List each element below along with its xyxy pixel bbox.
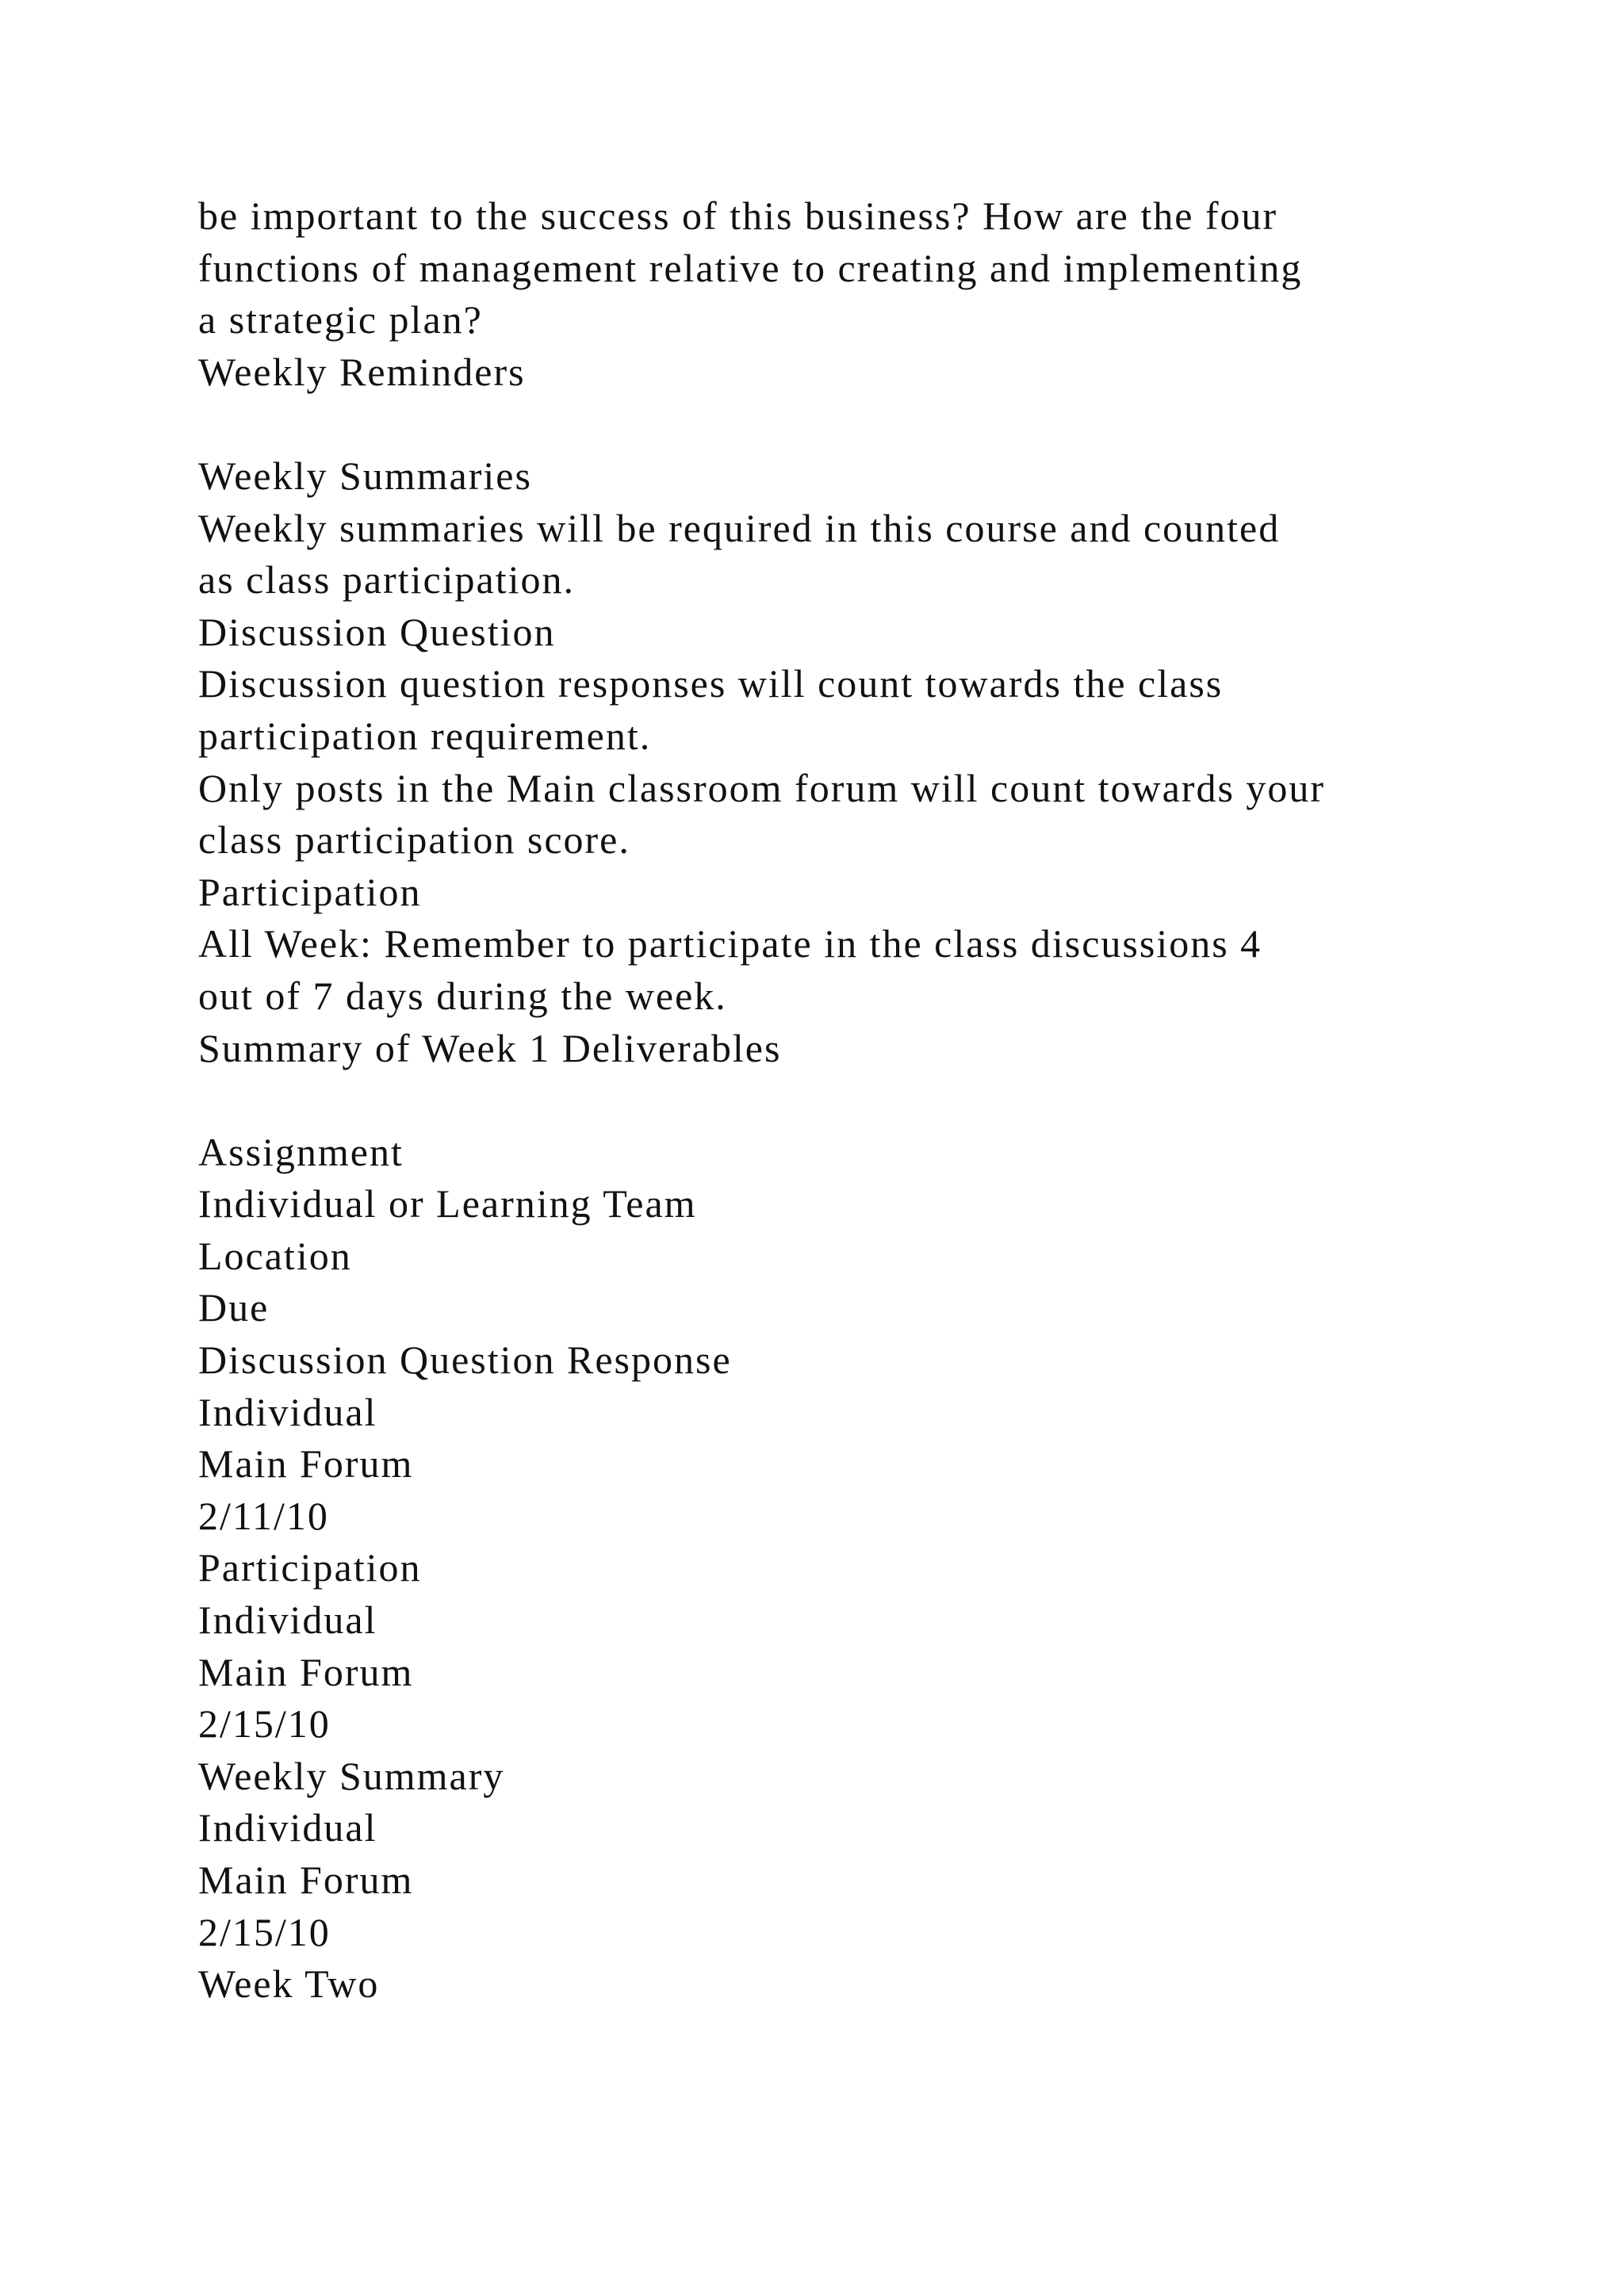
table-cell: 2/15/10 bbox=[198, 1701, 331, 1747]
heading-weekly-reminders: Weekly Reminders bbox=[198, 349, 526, 394]
table-cell: Individual bbox=[198, 1805, 377, 1850]
text-line: out of 7 days during the week. bbox=[198, 973, 727, 1018]
table-cell: Individual bbox=[198, 1389, 377, 1434]
table-cell: 2/15/10 bbox=[198, 1909, 331, 1954]
table-cell: Individual bbox=[198, 1598, 377, 1643]
text-line: class participation score. bbox=[198, 817, 630, 863]
table-cell: Main Forum bbox=[198, 1649, 414, 1694]
text-line: a strategic plan? bbox=[198, 297, 483, 342]
heading-week-two: Week Two bbox=[198, 1961, 380, 2007]
text-line: as class participation. bbox=[198, 557, 576, 603]
text-line: participation requirement. bbox=[198, 713, 652, 758]
table-cell: Discussion Question Response bbox=[198, 1337, 732, 1383]
text-line: be important to the success of this business? How are the four bbox=[198, 193, 1278, 238]
blank-line bbox=[198, 1074, 1467, 1127]
heading-participation: Participation bbox=[198, 869, 422, 914]
text-line: All Week: Remember to participate in the class discussions 4 bbox=[198, 921, 1262, 966]
table-cell: Main Forum bbox=[198, 1441, 414, 1487]
table-header-location: Location bbox=[198, 1233, 352, 1278]
heading-discussion-question: Discussion Question bbox=[198, 609, 556, 654]
table-cell: Weekly Summary bbox=[198, 1753, 505, 1798]
text-line: Discussion question responses will count towards the class bbox=[198, 661, 1224, 706]
document-page bbox=[198, 190, 1467, 2011]
blank-line bbox=[198, 398, 1467, 450]
text-line: functions of management relative to creating and implementing bbox=[198, 245, 1303, 290]
heading-weekly-summaries: Weekly Summaries bbox=[198, 453, 532, 498]
table-header-due: Due bbox=[198, 1285, 270, 1330]
table-cell: Participation bbox=[198, 1545, 422, 1590]
table-cell: Main Forum bbox=[198, 1858, 414, 1902]
table-header-assignment: Assignment bbox=[198, 1129, 404, 1174]
text-line: Weekly summaries will be required in this course and counted bbox=[198, 505, 1281, 550]
text-line: Only posts in the Main classroom forum will count towards your bbox=[198, 765, 1326, 810]
table-cell: 2/11/10 bbox=[198, 1493, 329, 1538]
heading-summary-deliverables: Summary of Week 1 Deliverables bbox=[198, 1025, 782, 1070]
table-header-individual-or-team: Individual or Learning Team bbox=[198, 1181, 697, 1226]
